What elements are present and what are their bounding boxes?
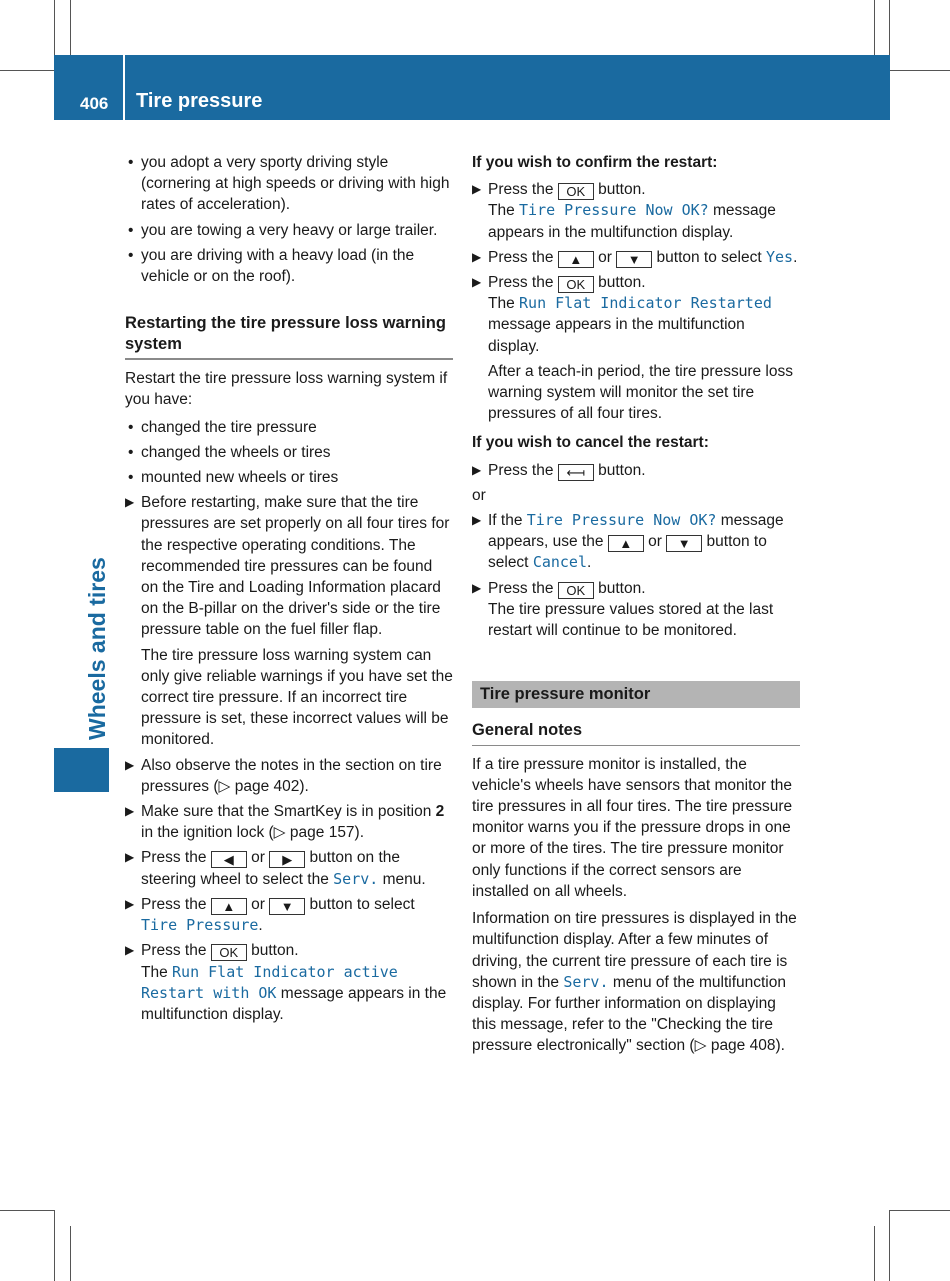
right-arrow-key-icon: ▶ — [269, 851, 305, 868]
up-arrow-key-icon: ▲ — [558, 251, 594, 268]
crop-mark — [0, 1210, 54, 1211]
step-item: ▶ Before restarting, make sure that the tire pressures are set properly on all four tires for the respective operating conditions. The recommended tire pressures can be found on the Tire and Loading Information placard on the B-pillar on the driver's side or the tire pressure table on the fuel filler flap. The tire pressure loss warning system can only give reliable warnings if you have set the correct tire pressure. If an incorrect tire pressure is set, these incorrect values will be monitored. — [125, 494, 453, 749]
step-item: ▶ Make sure that the SmartKey is in position 2 in the ignition lock (▷ page 157). — [125, 803, 445, 842]
list-item: • you are driving with a heavy load (in the vehicle or on the roof). — [128, 246, 415, 286]
step-item: ▶ If the Tire Pressure Now OK? message appears, use the ▲ or ▼ button to select Cancel. — [472, 511, 784, 572]
ok-key: OK — [211, 944, 247, 961]
crop-mark — [890, 70, 950, 71]
subsection-title: If you wish to cancel the restart: — [472, 434, 709, 452]
crop-mark — [889, 0, 890, 55]
ok-key: OK — [558, 183, 594, 200]
step-item: ▶ Also observe the notes in the section on tire pressures (▷ page 402). — [125, 756, 442, 795]
chapter-tab — [54, 748, 109, 792]
section-title: General notes — [472, 720, 800, 745]
down-arrow-key-icon: ▼ — [666, 535, 702, 552]
triangle-arrow-icon: ▶ — [472, 462, 482, 477]
down-arrow-key-icon: ▼ — [616, 251, 652, 268]
triangle-arrow-icon: ▶ — [472, 513, 482, 528]
section-title: Restarting the tire pressure loss warning system — [125, 313, 453, 360]
right-column — [472, 152, 800, 1063]
page-title: Tire pressure — [136, 90, 263, 112]
step-item: ▶ Press the OK button. The tire pressure values stored at the last restart will continue to be monitored. — [472, 579, 774, 640]
step-item: ▶ Press the OK button. The Run Flat Indicator Restarted message appears in the multifunction display. After a teach-in period, the tire pressure loss warning system will monitor the set tire pressures of all four tires. — [472, 274, 793, 423]
left-column — [125, 152, 453, 1029]
up-arrow-key-icon: ▲ — [211, 898, 247, 915]
triangle-arrow-icon: ▶ — [125, 495, 135, 510]
list-item: • changed the tire pressure — [128, 418, 317, 436]
step-item: ▶ Press the ▲ or ▼ button to select Yes. — [472, 247, 798, 267]
ok-key: OK — [558, 276, 594, 293]
crop-mark — [874, 0, 875, 55]
crop-mark — [889, 1210, 890, 1281]
triangle-arrow-icon: ▶ — [125, 757, 135, 772]
left-arrow-key-icon: ◀ — [211, 851, 247, 868]
crop-mark — [874, 1226, 875, 1281]
list-item: • you are towing a very heavy or large trailer. — [128, 221, 438, 239]
crop-mark — [890, 1210, 950, 1211]
back-key-icon: ⟻ — [558, 464, 594, 481]
crop-mark — [0, 70, 54, 71]
paragraph: If a tire pressure monitor is installed, the vehicle's wheels have sensors that monitor the tire pressures in all four tires. The tire pressure monitor warns you if the pressure drops in one or more of the tires. The tire pressure monitor only functions if the correct sensors are installed on all wheels. — [472, 755, 793, 900]
step-item: ▶ Press the ⟻ button. — [472, 461, 646, 480]
triangle-arrow-icon: ▶ — [125, 896, 135, 911]
up-arrow-key-icon: ▲ — [608, 535, 644, 552]
triangle-arrow-icon: ▶ — [125, 850, 135, 865]
step-item: ▶ Press the ◀ or ▶ button on the steering wheel to select the Serv. menu. — [125, 849, 426, 888]
crop-mark — [70, 1226, 71, 1281]
list-item: • changed the wheels or tires — [128, 443, 331, 461]
triangle-arrow-icon: ▶ — [472, 249, 482, 264]
ok-key: OK — [558, 582, 594, 599]
crop-mark — [54, 0, 55, 55]
triangle-arrow-icon: ▶ — [125, 943, 135, 958]
section-bar: Tire pressure monitor — [472, 681, 800, 708]
triangle-arrow-icon: ▶ — [472, 580, 482, 595]
or-text: or — [472, 486, 486, 504]
step-item: ▶ Press the ▲ or ▼ button to select Tire Pressure. — [125, 895, 415, 935]
list-item: • you adopt a very sporty driving style (cornering at high speeds or driving with high rates of acceleration). — [128, 154, 450, 214]
header-divider — [123, 55, 125, 120]
triangle-arrow-icon: ▶ — [125, 804, 135, 819]
subsection-title: If you wish to confirm the restart: — [472, 154, 718, 171]
triangle-arrow-icon: ▶ — [472, 182, 482, 197]
paragraph: Information on tire pressures is displayed in the multifunction display. After a few minutes of driving, the current tire pressure of each tire is shown in the Serv. menu of the multifunction display. For further information on displaying this message, refer to the "Checking the tire pressure electronically" section (▷ page 408). — [472, 910, 797, 1055]
step-item: ▶ Press the OK button. The Run Flat Indicator active Restart with OK message appears in the multifunction display. — [125, 942, 447, 1023]
crop-mark — [70, 0, 71, 55]
crop-mark — [54, 1210, 55, 1281]
chapter-label: Wheels and tires — [84, 557, 110, 740]
page-number: 406 — [80, 94, 109, 113]
triangle-arrow-icon: ▶ — [472, 275, 482, 290]
list-item: • mounted new wheels or tires — [128, 469, 339, 487]
down-arrow-key-icon: ▼ — [269, 898, 305, 915]
intro-text: Restart the tire pressure loss warning system if you have: — [125, 370, 448, 409]
step-item: ▶ Press the OK button. The Tire Pressure Now OK? message appears in the multifunction display. — [472, 181, 776, 241]
